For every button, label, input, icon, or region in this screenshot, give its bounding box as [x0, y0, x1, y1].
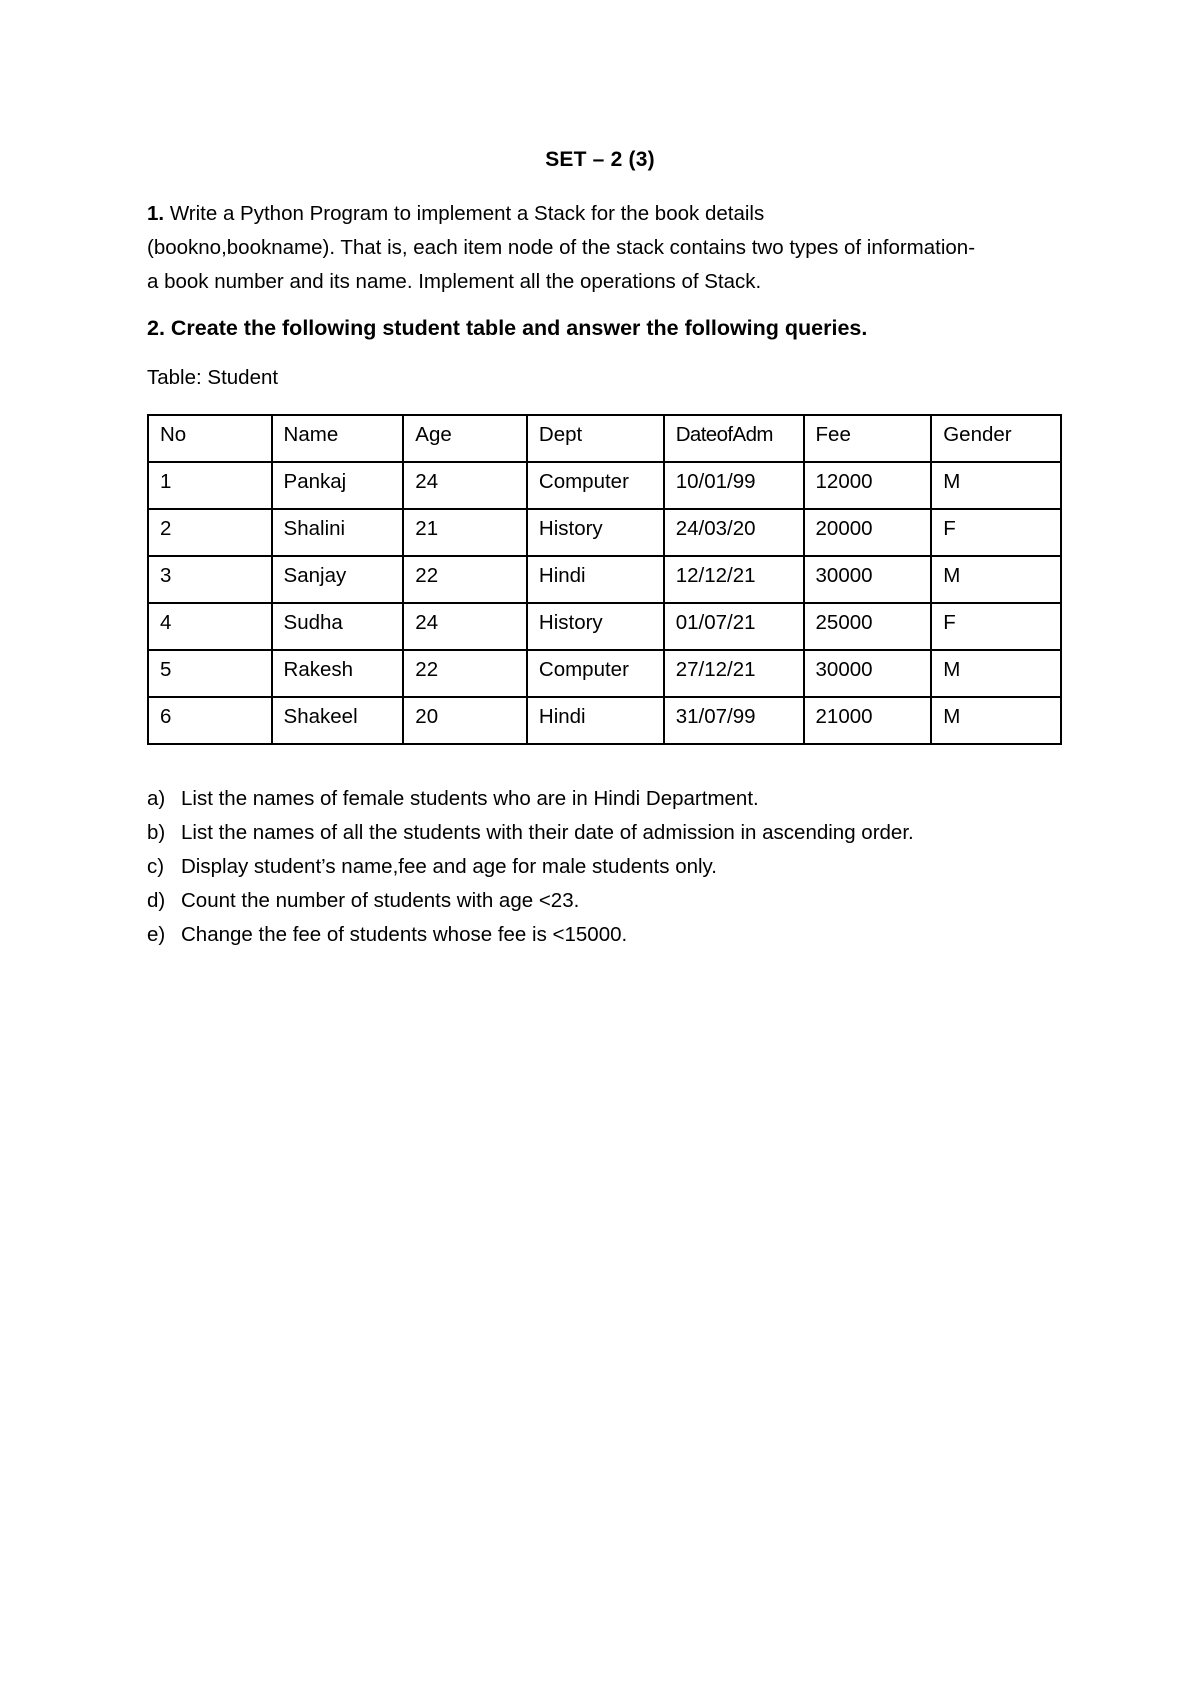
cell-age: 20 [403, 697, 527, 744]
query-label: b) [147, 821, 166, 844]
page-title: SET – 2 (3) [545, 148, 655, 171]
table-row [148, 603, 1061, 650]
cell-age: 24 [403, 603, 527, 650]
cell-date-of-adm: 24/03/20 [664, 509, 804, 556]
cell-fee: 25000 [804, 603, 932, 650]
list-item [147, 884, 914, 918]
cell-no: 3 [148, 556, 272, 603]
cell-name: Shakeel [272, 697, 404, 744]
question-1-line-1-text: Write a Python Program to implement a Stack for the book details [169, 202, 765, 225]
table-row [148, 697, 1061, 744]
list-item [147, 918, 914, 952]
cell-age: 24 [403, 462, 527, 509]
cell-date-of-adm: 10/01/99 [664, 462, 804, 509]
query-text: List the names of female students who are in Hindi Department. [181, 787, 759, 810]
cell-gender: F [931, 603, 1061, 650]
cell-name: Rakesh [272, 650, 404, 697]
cell-date-of-adm: 31/07/99 [664, 697, 804, 744]
list-item [147, 782, 914, 816]
question-1-line-2: (bookno,bookname). That is, each item node of the stack contains two types of information- [147, 236, 976, 259]
cell-age: 22 [403, 556, 527, 603]
cell-dept: Computer [527, 462, 664, 509]
query-label: e) [147, 923, 166, 946]
student-table [147, 414, 1062, 745]
cell-name: Shalini [272, 509, 404, 556]
query-label: d) [147, 889, 166, 912]
cell-no: 5 [148, 650, 272, 697]
header-fee: Fee [804, 415, 932, 462]
header-age: Age [403, 415, 527, 462]
header-name: Name [272, 415, 404, 462]
table-row [148, 462, 1061, 509]
cell-no: 6 [148, 697, 272, 744]
query-text: Change the fee of students whose fee is <15000. [181, 923, 628, 946]
query-label: c) [147, 855, 165, 878]
header-dept: Dept [527, 415, 664, 462]
table-header-row [148, 415, 1061, 462]
cell-fee: 12000 [804, 462, 932, 509]
cell-gender: M [931, 697, 1061, 744]
query-list [147, 782, 914, 952]
header-date-of-adm: DateofAdm [664, 415, 804, 462]
cell-age: 21 [403, 509, 527, 556]
table-row [148, 509, 1061, 556]
query-label: a) [147, 787, 166, 810]
cell-age: 22 [403, 650, 527, 697]
query-text: List the names of all the students with their date of admission in ascending order. [181, 821, 914, 844]
header-gender: Gender [931, 415, 1061, 462]
cell-dept: History [527, 509, 664, 556]
cell-fee: 20000 [804, 509, 932, 556]
cell-dept: History [527, 603, 664, 650]
cell-dept: Hindi [527, 556, 664, 603]
cell-name: Sudha [272, 603, 404, 650]
query-text: Count the number of students with age <23. [181, 889, 580, 912]
query-text: Display student’s name,fee and age for male students only. [181, 855, 717, 878]
list-item [147, 816, 914, 850]
cell-no: 1 [148, 462, 272, 509]
cell-fee: 30000 [804, 556, 932, 603]
cell-no: 4 [148, 603, 272, 650]
cell-gender: M [931, 556, 1061, 603]
cell-date-of-adm: 27/12/21 [664, 650, 804, 697]
question-1 [147, 197, 1067, 299]
cell-no: 2 [148, 509, 272, 556]
header-no: No [148, 415, 272, 462]
question-2: 2. Create the following student table and answer the following queries. [147, 316, 868, 340]
cell-fee: 21000 [804, 697, 932, 744]
cell-dept: Computer [527, 650, 664, 697]
cell-name: Sanjay [272, 556, 404, 603]
cell-date-of-adm: 12/12/21 [664, 556, 804, 603]
question-1-line-1 [147, 197, 1067, 231]
cell-name: Pankaj [272, 462, 404, 509]
cell-date-of-adm: 01/07/21 [664, 603, 804, 650]
question-1-line-3: a book number and its name. Implement all the operations of Stack. [147, 270, 762, 293]
cell-fee: 30000 [804, 650, 932, 697]
table-row [148, 556, 1061, 603]
cell-dept: Hindi [527, 697, 664, 744]
cell-gender: M [931, 462, 1061, 509]
table-caption: Table: Student [147, 366, 279, 389]
cell-gender: M [931, 650, 1061, 697]
question-1-number: 1. [147, 202, 165, 225]
cell-gender: F [931, 509, 1061, 556]
list-item [147, 850, 914, 884]
table-row [148, 650, 1061, 697]
